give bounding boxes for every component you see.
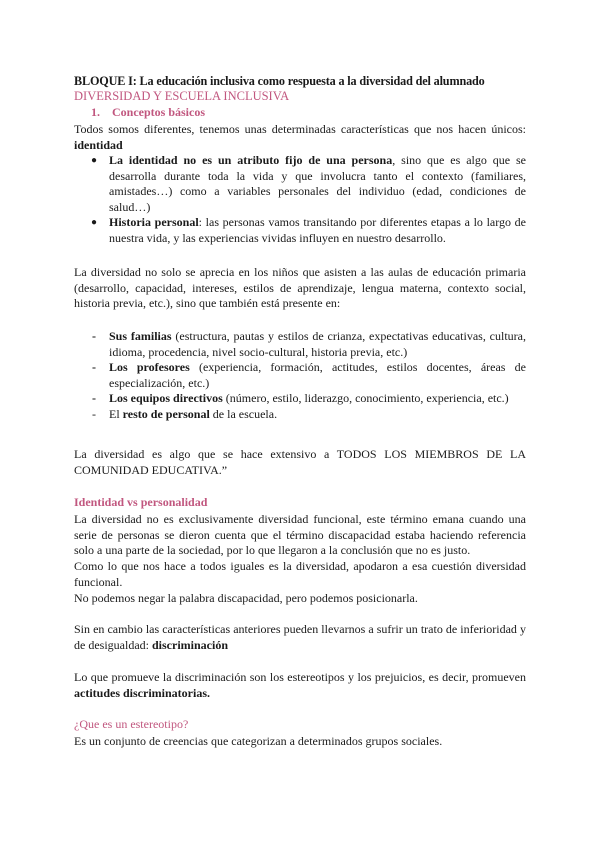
dash-prefix: El: [109, 406, 123, 421]
bullet-bold: La identidad no es un atributo fijo de una persona: [109, 153, 393, 167]
section-heading: [74, 105, 526, 121]
identity-paragraph-3: No podemos negar la palabra discapacidad, pero podemos posicionarla.: [74, 591, 418, 605]
bullet-dot-icon: ●: [91, 217, 98, 228]
bloque-title: BLOQUE I: La educación inclusiva como respuesta a la diversidad del alumnado: [74, 74, 485, 88]
identity-heading: Identidad vs personalidad: [74, 495, 208, 509]
promotes-bold: actitudes discriminatorias.: [74, 685, 210, 700]
list-item: [74, 391, 526, 407]
bullet-text: , sino que es algo que se desarrolla durante toda la vida y que involucra tanto el contexto (familiares, amistades…) como a variables personales del individuo (edad, condiciones de salud…): [109, 153, 526, 214]
bullet-text: : las personas vamos transitando por diferentes etapas a lo largo de nuestra vida, y las experiencias vividas influyen en nuestro desarrollo.: [109, 215, 527, 245]
discrimination-text: Sin en cambio las características anteriores pueden llevarnos a sufrir un trato de inferioridad y de desigualdad:: [74, 622, 526, 652]
stereotype-question: ¿Que es un estereotipo?: [74, 717, 189, 731]
list-item: [74, 360, 526, 391]
list-item: [74, 215, 526, 246]
dash-bold: Sus familias: [109, 329, 172, 343]
dash-marker: -: [92, 329, 96, 343]
bullet-dot-icon: ●: [91, 155, 98, 166]
dash-text: (número, estilo, liderazgo, conocimiento, experiencia, etc.): [222, 391, 509, 405]
list-item: [74, 329, 526, 360]
dash-bold: Los equipos directivos: [109, 391, 223, 405]
discrimination-bold: discriminación: [151, 637, 228, 652]
diversity-paragraph: La diversidad no solo se aprecia en los niños que asisten a las aulas de educación primaria (desarrollo, capacidad, intereses, estilos de aprendizaje, lengua materna, contexto social, historia previa, etc.), sino que también está presente en:: [74, 265, 526, 310]
bullet-bold: Historia personal: [109, 215, 199, 229]
discrimination-paragraph: [74, 622, 526, 653]
stereotype-answer: Es un conjunto de creencias que categorizan a determinados grupos sociales.: [74, 734, 443, 748]
section-subtitle: DIVERSIDAD Y ESCUELA INCLUSIVA: [74, 89, 290, 103]
extension-paragraph: La diversidad es algo que se hace extensivo a TODOS LOS MIEMBROS DE LA COMUNIDAD EDUCATIVA.”: [74, 447, 526, 477]
list-item: [74, 407, 526, 423]
intro-line: Todos somos diferentes, tenemos unas determinadas características que nos hacen únicos:: [74, 122, 526, 136]
identity-paragraph-2: Como lo que nos hace a todos iguales es la diversidad, apodaron a esa cuestión diversidad funcional.: [74, 559, 526, 589]
promotes-text: Lo que promueve la discriminación son los estereotipos y los prejuicios, es decir, promueven: [74, 670, 526, 684]
intro-paragraph: [74, 122, 526, 153]
dash-marker: -: [92, 360, 96, 374]
list-item: [74, 153, 526, 215]
section-heading-title: Conceptos básicos: [112, 105, 206, 119]
section-number: 1.: [91, 105, 100, 119]
promotes-paragraph: [74, 670, 526, 701]
identity-bullet-list: [74, 153, 526, 246]
dash-bold: resto de personal: [122, 406, 210, 421]
identity-paragraph-1: La diversidad no es exclusivamente diversidad funcional, este término emana cuando una serie de personas se dieron cuenta que el término discapacidad estaba haciendo referencia solo a una parte de la sociedad, por lo que llegaron a la conclusión que no es justo.: [74, 512, 526, 557]
dash-marker: -: [92, 406, 96, 421]
dash-text: de la escuela.: [209, 406, 278, 421]
intro-bold-identidad: identidad: [74, 137, 123, 152]
dash-marker: -: [92, 391, 96, 405]
dash-text: (experiencia, formación, actitudes, estilos docentes, áreas de especialización, etc.): [109, 360, 526, 390]
dash-text: (estructura, pautas y estilos de crianza, expectativas educativas, cultura, idioma, procedencia, nivel socio-cultural, historia previa, etc.): [109, 329, 526, 359]
dash-bold: Los profesores: [109, 360, 190, 374]
diversity-dash-list: [74, 329, 526, 422]
